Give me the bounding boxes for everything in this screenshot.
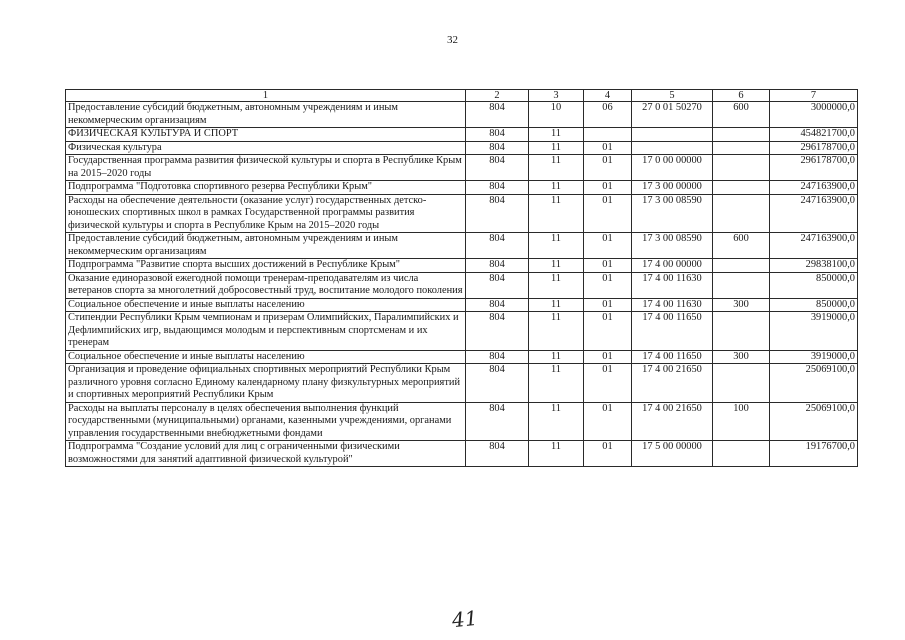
page-number: 32 [447,34,458,46]
row-target-code-cell: 17 4 00 21650 [632,364,713,403]
row-expense-type-cell [713,364,770,403]
row-grbs-cell: 804 [466,141,529,155]
row-name-cell: Социальное обеспечение и иные выплаты населению [66,298,466,312]
row-section-cell: 11 [529,233,584,259]
row-grbs-cell: 804 [466,128,529,142]
header-col-4: 4 [584,90,632,102]
row-grbs-cell: 804 [466,272,529,298]
row-name-cell: Расходы на выплаты персоналу в целях обеспечения выполнения функций государственными (муниципальными) органами, казенными учреждениями, органами управления государственными внебюджетными фондами [66,402,466,441]
row-section-cell: 10 [529,102,584,128]
row-section-cell: 11 [529,364,584,403]
table-row [66,312,858,351]
table-row [66,128,858,142]
header-col-5: 5 [632,90,713,102]
table-row [66,102,858,128]
row-sum-cell: 850000,0 [770,298,858,312]
row-subsection-cell: 01 [584,402,632,441]
row-section-cell: 11 [529,181,584,195]
row-target-code-cell: 17 4 00 11630 [632,298,713,312]
header-row [66,90,858,102]
row-expense-type-cell: 600 [713,102,770,128]
row-grbs-cell: 804 [466,312,529,351]
row-name-cell: Социальное обеспечение и иные выплаты населению [66,350,466,364]
table-row [66,233,858,259]
row-sum-cell: 3919000,0 [770,312,858,351]
table-row [66,402,858,441]
row-expense-type-cell: 300 [713,298,770,312]
row-expense-type-cell [713,272,770,298]
row-expense-type-cell: 600 [713,233,770,259]
row-subsection-cell: 01 [584,441,632,467]
table-row [66,259,858,273]
row-name-cell: Предоставление субсидий бюджетным, автономным учреждениям и иным некоммерческим организациям [66,102,466,128]
row-name-cell: Подпрограмма "Создание условий для лиц с ограниченными физическими возможностями для занятий адаптивной физической культурой" [66,441,466,467]
row-section-cell: 11 [529,128,584,142]
row-section-cell: 11 [529,312,584,351]
table-row [66,441,858,467]
row-section-cell: 11 [529,272,584,298]
row-section-cell: 11 [529,350,584,364]
row-grbs-cell: 804 [466,155,529,181]
table-row [66,155,858,181]
row-name-cell: Подпрограмма "Подготовка спортивного резерва Республики Крым" [66,181,466,195]
row-name-cell: Предоставление субсидий бюджетным, автономным учреждениям и иным некоммерческим организациям [66,233,466,259]
row-name-cell: ФИЗИЧЕСКАЯ КУЛЬТУРА И СПОРТ [66,128,466,142]
row-expense-type-cell: 300 [713,350,770,364]
row-sum-cell: 454821700,0 [770,128,858,142]
header-col-3: 3 [529,90,584,102]
row-target-code-cell: 17 4 00 11650 [632,312,713,351]
row-sum-cell: 25069100,0 [770,364,858,403]
row-grbs-cell: 804 [466,233,529,259]
row-expense-type-cell [713,312,770,351]
row-expense-type-cell [713,155,770,181]
row-grbs-cell: 804 [466,181,529,195]
row-subsection-cell: 01 [584,272,632,298]
row-subsection-cell: 01 [584,350,632,364]
row-grbs-cell: 804 [466,298,529,312]
row-section-cell: 11 [529,259,584,273]
row-target-code-cell: 17 3 00 08590 [632,194,713,233]
row-name-cell: Стипендии Республики Крым чемпионам и призерам Олимпийских, Паралимпийских и Дефлимпийских игр, выдающимся молодым и перспективным спортсменам и их тренерам [66,312,466,351]
row-section-cell: 11 [529,298,584,312]
table-row [66,350,858,364]
row-subsection-cell [584,128,632,142]
row-target-code-cell: 17 3 00 00000 [632,181,713,195]
row-target-code-cell: 17 4 00 11630 [632,272,713,298]
row-sum-cell: 3919000,0 [770,350,858,364]
row-sum-cell: 296178700,0 [770,155,858,181]
row-subsection-cell: 01 [584,312,632,351]
row-sum-cell: 25069100,0 [770,402,858,441]
row-subsection-cell: 01 [584,364,632,403]
row-subsection-cell: 01 [584,259,632,273]
row-target-code-cell [632,141,713,155]
row-section-cell: 11 [529,141,584,155]
row-expense-type-cell [713,128,770,142]
row-sum-cell: 19176700,0 [770,441,858,467]
row-name-cell: Расходы на обеспечение деятельности (оказание услуг) государственных детско-юношеских спортивных школ в рамках Государственной программы развития физической культуры и спорта в Республике Крым на 2015–2020 годы [66,194,466,233]
table-row [66,298,858,312]
row-section-cell: 11 [529,402,584,441]
row-sum-cell: 850000,0 [770,272,858,298]
budget-table [65,89,858,467]
row-target-code-cell: 17 4 00 11650 [632,350,713,364]
row-grbs-cell: 804 [466,350,529,364]
row-subsection-cell: 01 [584,194,632,233]
table-row [66,194,858,233]
row-section-cell: 11 [529,441,584,467]
row-name-cell: Физическая культура [66,141,466,155]
row-subsection-cell: 06 [584,102,632,128]
row-expense-type-cell [713,259,770,273]
row-target-code-cell: 27 0 01 50270 [632,102,713,128]
row-sum-cell: 296178700,0 [770,141,858,155]
row-name-cell: Государственная программа развития физической культуры и спорта в Республике Крым на 2015–2020 годы [66,155,466,181]
row-target-code-cell: 17 4 00 00000 [632,259,713,273]
row-grbs-cell: 804 [466,102,529,128]
row-subsection-cell: 01 [584,181,632,195]
header-col-6: 6 [713,90,770,102]
row-sum-cell: 247163900,0 [770,194,858,233]
row-section-cell: 11 [529,194,584,233]
row-grbs-cell: 804 [466,259,529,273]
header-col-7: 7 [770,90,858,102]
table-row [66,272,858,298]
table-row [66,141,858,155]
row-name-cell: Подпрограмма "Развитие спорта высших достижений в Республике Крым" [66,259,466,273]
row-subsection-cell: 01 [584,298,632,312]
row-section-cell: 11 [529,155,584,181]
row-target-code-cell: 17 0 00 00000 [632,155,713,181]
row-expense-type-cell: 100 [713,402,770,441]
row-target-code-cell [632,128,713,142]
row-expense-type-cell [713,141,770,155]
row-sum-cell: 247163900,0 [770,233,858,259]
row-sum-cell: 29838100,0 [770,259,858,273]
row-name-cell: Оказание единоразовой ежегодной помощи тренерам-преподавателям из числа ветеранов спорта за многолетний добросовестный труд, воспитание молодого поколения [66,272,466,298]
row-target-code-cell: 17 4 00 21650 [632,402,713,441]
table-row [66,181,858,195]
row-subsection-cell: 01 [584,155,632,181]
row-target-code-cell: 17 5 00 00000 [632,441,713,467]
row-expense-type-cell [713,194,770,233]
header-col-2: 2 [466,90,529,102]
row-name-cell: Организация и проведение официальных спортивных мероприятий Республики Крым различного уровня согласно Единому календарному плану физкультурных мероприятий и спортивных мероприятий Республики Крым [66,364,466,403]
row-grbs-cell: 804 [466,441,529,467]
row-subsection-cell: 01 [584,233,632,259]
row-subsection-cell: 01 [584,141,632,155]
header-col-1: 1 [66,90,466,102]
row-expense-type-cell [713,181,770,195]
row-grbs-cell: 804 [466,364,529,403]
row-sum-cell: 3000000,0 [770,102,858,128]
row-target-code-cell: 17 3 00 08590 [632,233,713,259]
table-row [66,364,858,403]
handwritten-page-mark: 41 [450,605,479,633]
row-grbs-cell: 804 [466,402,529,441]
row-sum-cell: 247163900,0 [770,181,858,195]
row-expense-type-cell [713,441,770,467]
row-grbs-cell: 804 [466,194,529,233]
